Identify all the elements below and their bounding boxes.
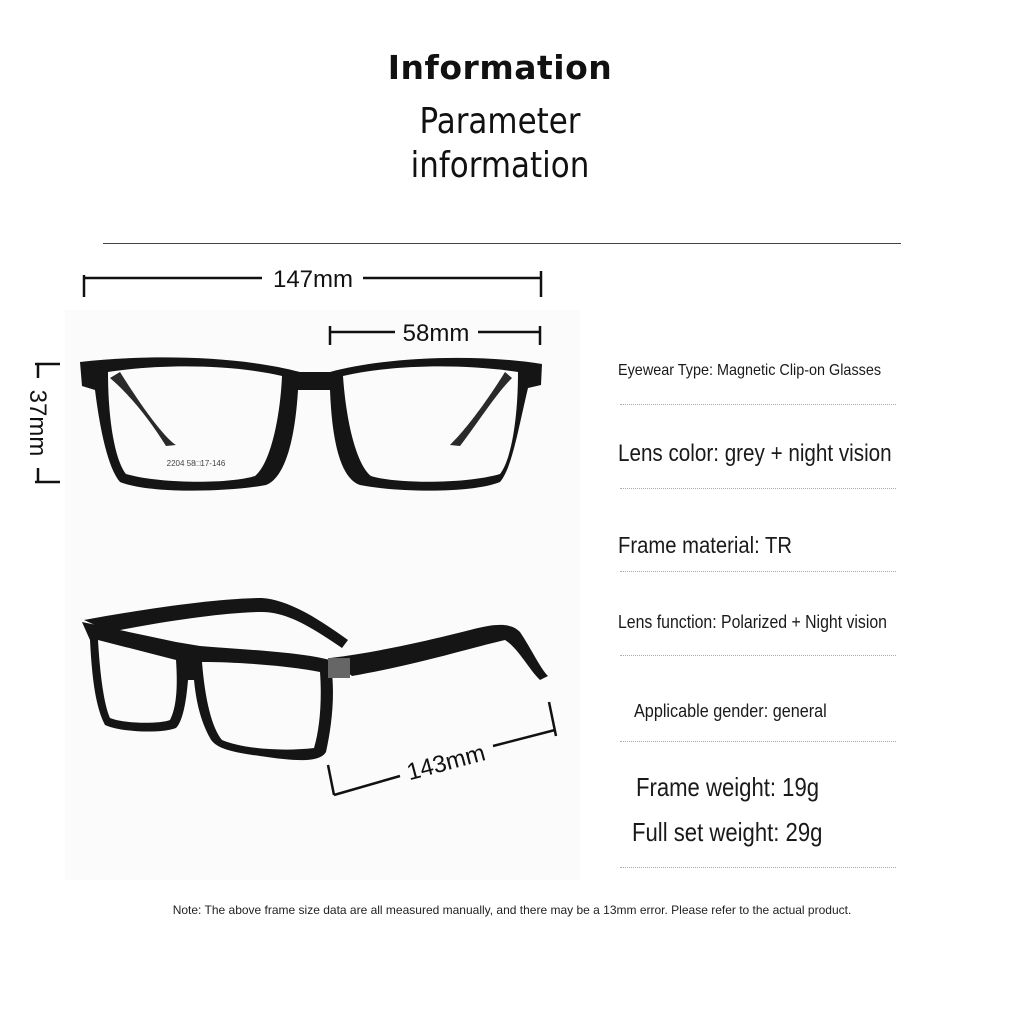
temple-length-dimension xyxy=(328,702,556,795)
spec-divider xyxy=(620,867,896,868)
temple-length-label: 143mm xyxy=(403,739,489,787)
spec-divider xyxy=(620,488,896,489)
angled-view-glasses xyxy=(82,598,548,760)
spec-lens-function: Lens function: Polarized + Night vision xyxy=(618,612,888,632)
page-title: Information xyxy=(387,48,613,87)
frame-marking: 2204 58□17-146 xyxy=(166,459,226,468)
spec-lens-color: Lens color: grey + night vision xyxy=(618,440,892,467)
lens-width-label: 58mm xyxy=(402,320,470,347)
spec-divider xyxy=(620,741,896,742)
spec-frame-weight: Frame weight: 19g xyxy=(636,772,820,802)
spec-frame-material: Frame material: TR xyxy=(618,532,792,558)
spec-divider xyxy=(620,404,896,405)
subtitle-line-1: Parameter xyxy=(419,101,581,142)
lens-height-label: 37mm xyxy=(24,389,51,457)
front-view-glasses xyxy=(80,357,542,490)
spec-divider xyxy=(620,571,896,572)
spec-eyewear-type: Eyewear Type: Magnetic Clip-on Glasses xyxy=(618,362,882,379)
spec-full-set-weight: Full set weight: 29g xyxy=(632,817,823,847)
spec-divider xyxy=(620,655,896,656)
measurement-note: Note: The above frame size data are all measured manually, and there may be a 13mm error. Please refer to the actual product. xyxy=(172,903,852,917)
spec-applicable-gender: Applicable gender: general xyxy=(634,701,827,721)
total-width-label: 147mm xyxy=(272,266,354,293)
subtitle-line-2: information xyxy=(410,145,590,186)
